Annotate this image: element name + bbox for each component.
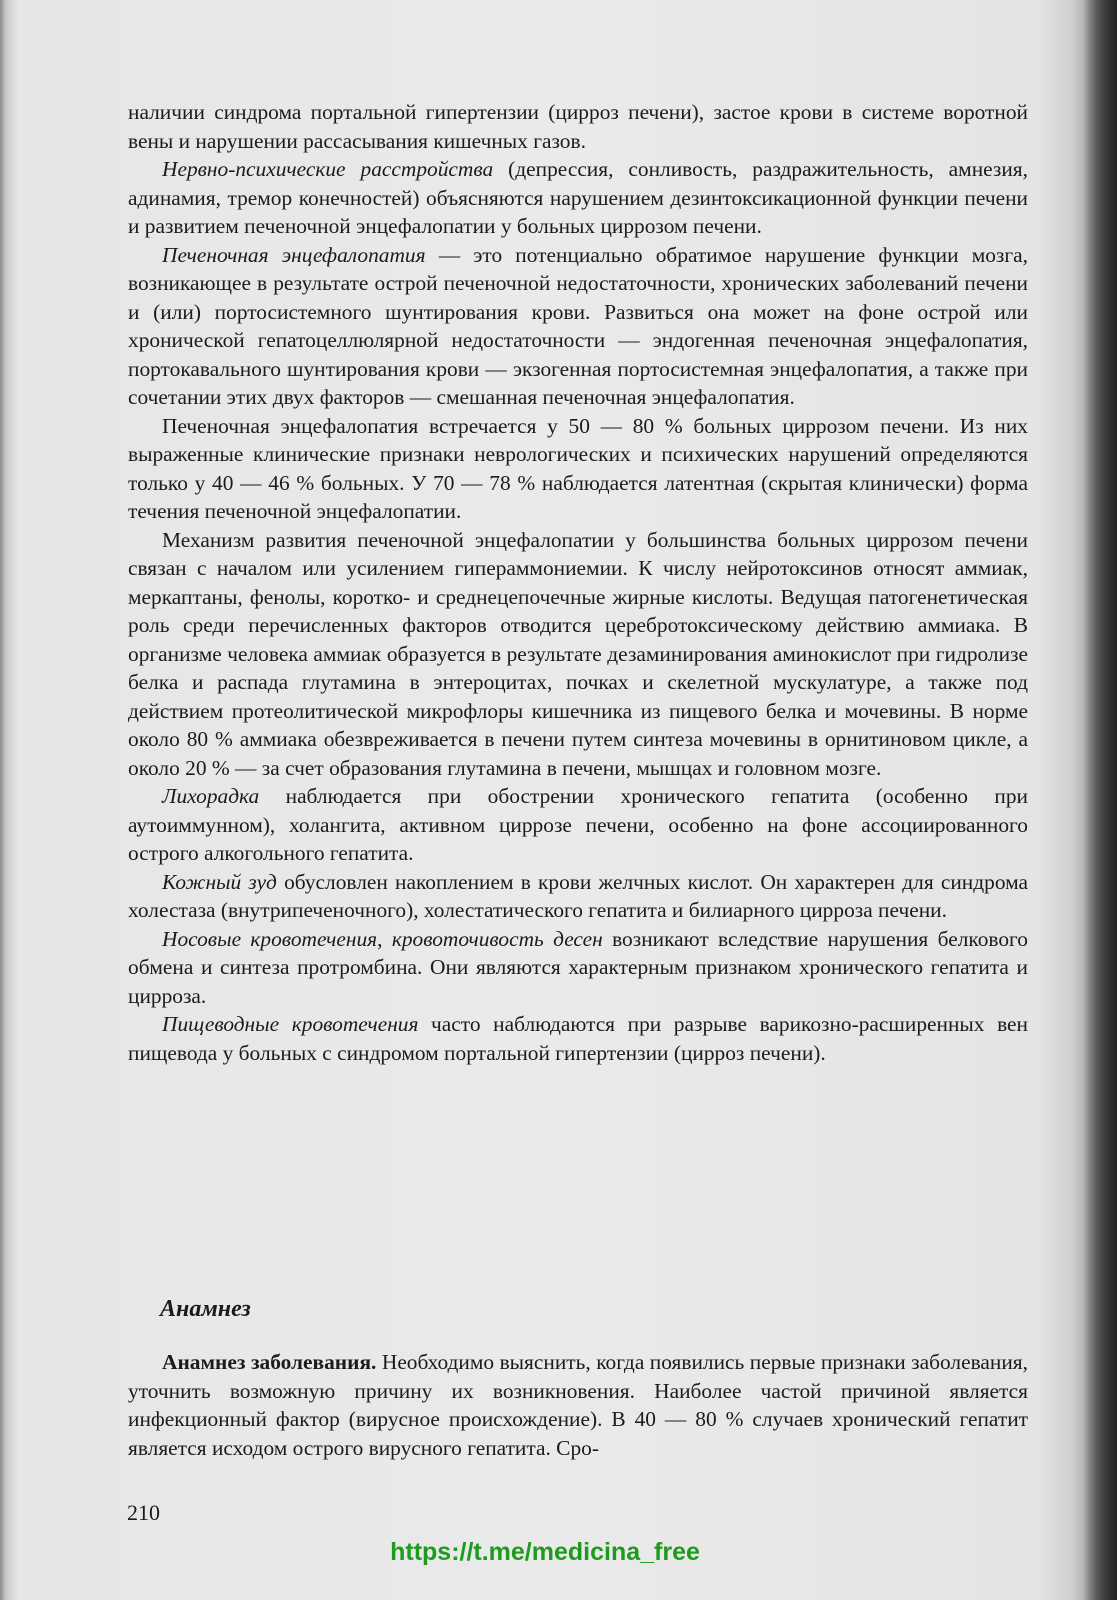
- term-italic: кровоточивость десен: [391, 926, 603, 951]
- term-italic: Нервно-психические расстройства: [162, 157, 494, 181]
- section-heading: Анамнез: [160, 1296, 251, 1322]
- anamnesis-body: Необходимо выяснить, когда появились первые признаки заболевания, уточнить возможную причину их возникновения. Наиболее частой причиной является инфекционный фактор (вирусное происхождение). В 40 — 80 % случаев хронический гепатит является исходом острого вирусного гепатита. Сро-: [128, 1350, 1028, 1460]
- paragraph-p-nosebleed: [128, 925, 1028, 1011]
- paragraph-p-mechanism: [128, 526, 1028, 783]
- paragraph-text: Механизм развития печеночной энцефалопатии у большинства больных циррозом печени связан с началом или усилением гипераммониемии. К числу нейротоксинов относят аммиак, меркаптаны, фенолы, коротко- и среднецепочечные жирные кислоты. Ведущая патогенетическая роль среди перечисленных факторов отводится церебротоксическому действию аммиака. В организме человека аммиак образуется в результате дезаминирования аминокислот при гидролизе белка и распада глутамина в энтероцитах, почках и скелетной мускулатуре, а также под действием протеолитической микрофлоры кишечника из пищевого белка и мочевины. В норме около 80 % аммиака обезвреживается в печени путем синтеза мочевины в орнитиновом цикле, а около 20 % — за счет образования глутамина в печени, мышцах и головном мозге.: [128, 527, 1028, 780]
- paragraph-text: ,: [377, 926, 392, 951]
- paragraph-p-itch: [128, 868, 1028, 925]
- paragraph-text: обусловлен накоплением в крови желчных кислот. Он характерен для синдрома холестаза (внутрипеченочного), холестатического гепатита и билиарного цирроза печени.: [128, 869, 1028, 922]
- page-number: 210: [127, 1500, 160, 1525]
- paragraph-text: наблюдается при обострении хронического гепатита (особенно при аутоиммунном), холангита, активном циррозе печени, особенно на фоне ассоциированного острого алкогольного гепатита.: [128, 784, 1028, 865]
- paragraph-text: возникают вследствие нарушения белкового обмена и синтеза протромбина. Они являются характерным признаком хронического гепатита и цирроза.: [128, 926, 1028, 1008]
- paragraph-p-fever: [128, 782, 1028, 868]
- anamnesis-lead: Анамнез заболевания.: [162, 1350, 377, 1374]
- paragraph-p-encephalopathy-def: [128, 241, 1028, 412]
- paragraph-p-neuro: [128, 155, 1028, 241]
- paragraph-p-portal: [128, 98, 1028, 155]
- term-italic: Лихорадка: [162, 784, 260, 808]
- page-edge-shadow: [1083, 0, 1117, 1600]
- footer-link[interactable]: https://t.me/medicina_free: [390, 1538, 700, 1566]
- paragraph-text: Печеночная энцефалопатия встречается у 50 — 80 % больных циррозом печени. Из них выраженные клинические признаки неврологических и психических нарушений определяются только у 40 — 46 % больных. У 70 — 78 % наблюдается латентная (скрытая клинически) форма течения печеночной энцефалопатии.: [128, 413, 1028, 523]
- paragraph-text: — это потенциально обратимое нарушение функции мозга, возникающее в результате острой печеночной недостаточности, хронических заболеваний печени и (или) портосистемного шунтирования крови. Развиться она может на фоне острой или хронической гепатоцеллюлярной недостаточности — эндогенная печеночная энцефалопатия, портокавального шунтирования крови — экзогенная портосистемная энцефалопатия, а также при сочетании этих двух факторов — смешанная печеночная энцефалопатия.: [128, 242, 1029, 409]
- paragraph-text: наличии синдрома портальной гипертензии (цирроз печени), застое крови в системе воротной вены и нарушении рассасывания кишечных газов.: [128, 100, 1028, 153]
- paragraph-text: (депрессия, сонливость, раздражительность, амнезия, адинамия, тремор конечностей) объясняются нарушением дезинтоксикационной функции печени и развитием печеночной энцефалопатии у больных циррозом печени.: [128, 157, 1028, 238]
- anamnesis-paragraph: [128, 1348, 1028, 1462]
- term-italic: Кожный зуд: [162, 869, 277, 894]
- main-text: [128, 98, 1028, 1067]
- term-italic: Пищеводные кровотечения: [162, 1012, 419, 1036]
- term-italic: Печеночная энцефалопатия: [162, 242, 426, 267]
- paragraph-p-encephalopathy-freq: [128, 412, 1028, 526]
- paragraph-p-esophageal: [128, 1010, 1028, 1067]
- paragraph-text: часто наблюдаются при разрыве варикозно-расширенных вен пищевода у больных с синдромом портальной гипертензии (цирроз печени).: [128, 1012, 1029, 1065]
- anamnesis-text: [128, 1348, 1028, 1462]
- term-italic: Носовые кровотечения: [162, 926, 378, 951]
